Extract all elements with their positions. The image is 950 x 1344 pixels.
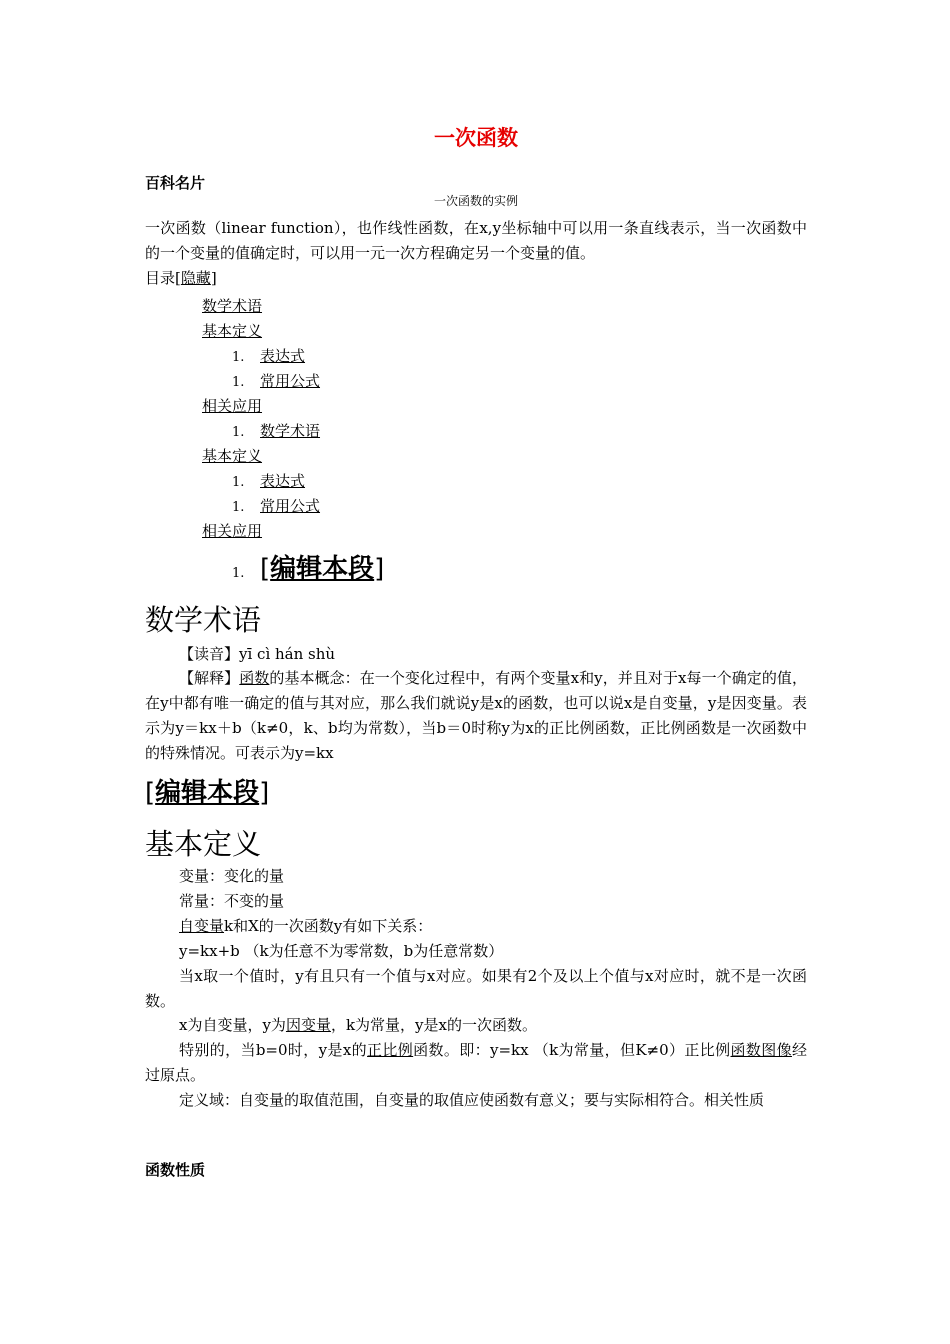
edit-section-link-2[interactable]: [编辑本段] — [145, 778, 270, 808]
image-caption: 一次函数的实例 — [433, 194, 518, 208]
toc-item[interactable]: 相关应用 — [202, 522, 263, 540]
toc-item[interactable]: 相关应用 — [202, 397, 263, 415]
toc-subitem[interactable]: 1. 常用公式 — [232, 497, 321, 515]
toc-item[interactable]: 数学术语 — [202, 297, 263, 315]
variables-paragraph: x为自变量，y为因变量，k为常量，y是x的一次函数。 — [179, 1016, 537, 1034]
toc-item[interactable]: 基本定义 — [202, 447, 263, 465]
section-heading-properties: 函数性质 — [145, 1161, 206, 1179]
formula-line: y=kx+b （k为任意不为零常数，b为任意常数） — [179, 942, 504, 960]
toc-subitem[interactable]: 1. 表达式 — [232, 472, 306, 490]
section-heading-definition: 基本定义 — [145, 827, 262, 861]
constant-line: 常量：不变的量 — [179, 892, 285, 910]
toc-subitem[interactable]: 1. 数学术语 — [232, 422, 321, 440]
proportional-paragraph: 特别的，当b=0时，y是x的正比例函数。即：y=kx （k为常量，但K≠0）正比例函数图像经过原点。 — [145, 1041, 807, 1084]
toc-subitem[interactable]: 1. 常用公式 — [232, 372, 321, 390]
function-graph-link[interactable]: 函数图像 — [730, 1041, 792, 1059]
toc-close-bracket: ] — [210, 269, 217, 287]
toc-subitem[interactable]: 1. 表达式 — [232, 347, 306, 365]
proportional-link[interactable]: 正比例 — [367, 1041, 414, 1059]
card-label: 百科名片 — [145, 174, 206, 192]
dependent-variable-link[interactable]: 因变量 — [285, 1016, 331, 1034]
variable-line: 变量：变化的量 — [179, 867, 285, 885]
domain-paragraph: 定义域：自变量的取值范围，自变量的取值应使函数有意义；要与实际相符合。相关性质 — [179, 1091, 765, 1109]
page-title: 一次函数 — [434, 126, 518, 150]
pronunciation-line: 【读音】yī cì hán shù — [179, 645, 336, 663]
explanation-paragraph: 【解释】函数的基本概念：在一个变化过程中，有两个变量x和y，并且对于x每一个确定的值，在y中都有唯一确定的值与其对应，那么我们就说y是x的函数，也可以说x是自变量，y是因变量。表示为y＝kx＋b（k≠0，k、b均为常数），当b＝0时称y为x的正比例函数，正比例函数是一次函数中的特殊情况。可表示为y=kx — [145, 669, 807, 762]
toc-label: 目录[ — [145, 269, 181, 287]
relation-line: 自变量k和X的一次函数y有如下关系： — [179, 917, 433, 935]
toc-hide-link[interactable]: 隐藏 — [180, 269, 211, 287]
section-heading-terms: 数学术语 — [145, 603, 262, 637]
edit-section-link-1[interactable]: 1. [编辑本段] — [232, 554, 385, 584]
intro-paragraph: 一次函数（linear function），也作线性函数，在x,y坐标轴中可以用一条直线表示，当一次函数中的一个变量的值确定时，可以用一元一次方程确定另一个变量的值。 — [145, 219, 807, 262]
toc-header — [145, 266, 217, 291]
toc-item[interactable]: 基本定义 — [202, 322, 263, 340]
function-link[interactable]: 函数 — [239, 669, 270, 687]
independent-variable-link[interactable]: 自变量 — [179, 917, 225, 935]
uniqueness-paragraph: 当x取一个值时，y有且只有一个值与x对应。如果有2个及以上个值与x对应时，就不是一次函数。 — [145, 967, 807, 1010]
